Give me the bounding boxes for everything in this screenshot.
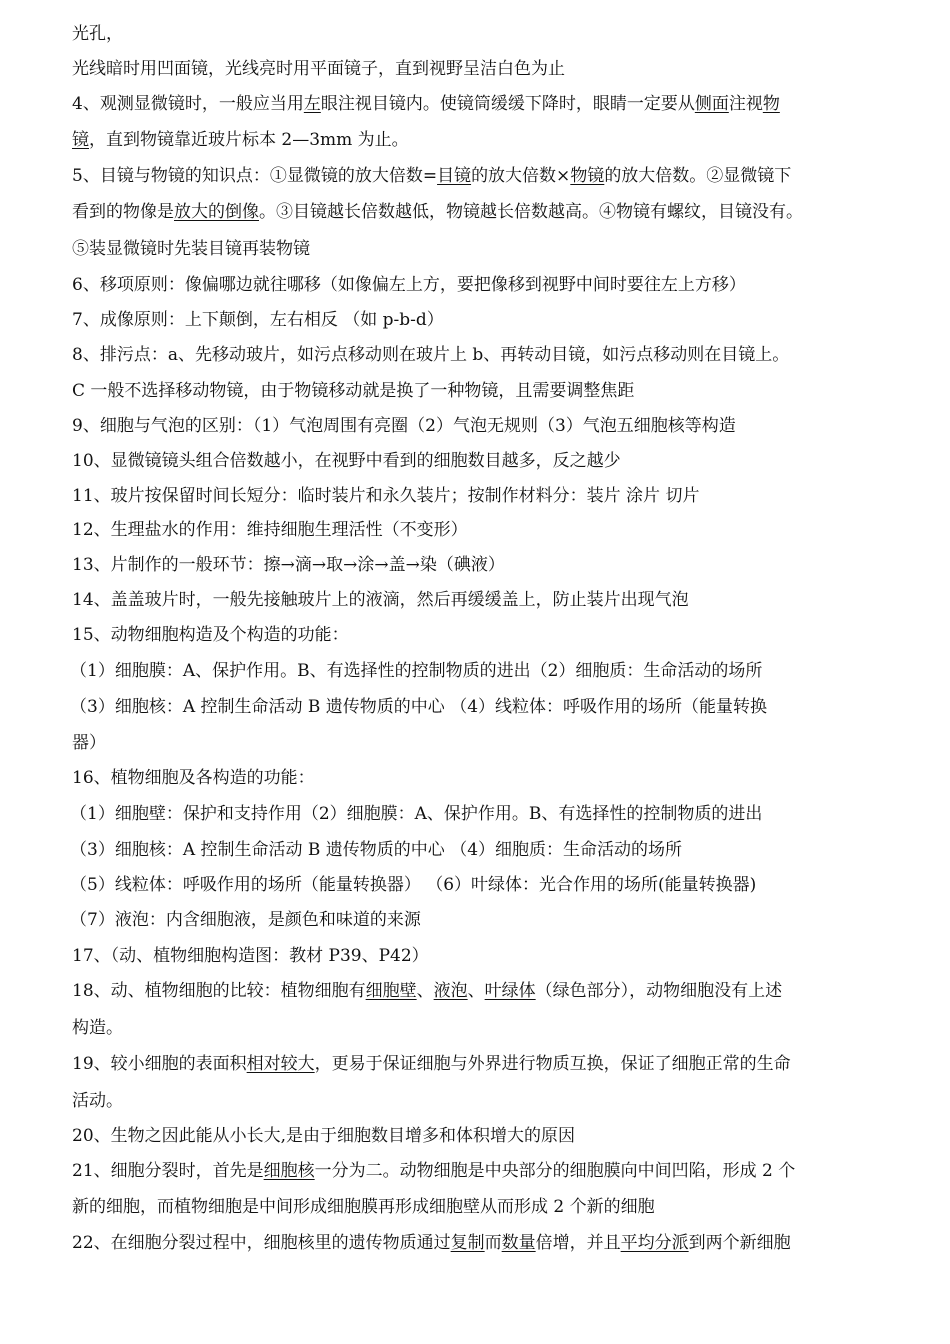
text-line: C 一般不选择移动物镜，由于物镜移动就是换了一种物镜，且需要调整焦距: [72, 381, 635, 401]
text-line: 构造。: [72, 1018, 123, 1038]
text-line: 8、排污点：a、先移动玻片，如污点移动则在玻片上 b、再转动目镜，如污点移动则在目镜上。: [72, 345, 790, 365]
text-line: 活动。: [72, 1091, 123, 1111]
text-line: 19、较小细胞的表面积相对较大，更易于保证细胞与外界进行物质互换，保证了细胞正常的生命: [72, 1054, 791, 1074]
text-line: 看到的物像是放大的倒像。③目镜越长倍数越低，物镜越长倍数越高。④物镜有螺纹，目镜没有。: [72, 202, 803, 222]
text-line: （5）线粒体：呼吸作用的场所（能量转换器） （6）叶绿体：光合作用的场所(能量转换器): [70, 875, 757, 895]
text-line: 光线暗时用凹面镜，光线亮时用平面镜子，直到视野呈洁白色为止: [72, 59, 565, 79]
text-line: 5、目镜与物镜的知识点：①显微镜的放大倍数=目镜的放大倍数×物镜的放大倍数。②显微镜下: [72, 166, 792, 186]
text-line: 13、片制作的一般环节：擦→滴→取→涂→盖→染（碘液）: [72, 555, 505, 575]
text-line: 10、显微镜镜头组合倍数越小，在视野中看到的细胞数目越多，反之越少: [72, 451, 621, 471]
text-line: （7）液泡：内含细胞液，是颜色和味道的来源: [70, 910, 421, 930]
text-line: 17、（动、植物细胞构造图：教材 P39、P42）: [72, 946, 429, 966]
text-line: 新的细胞，而植物细胞是中间形成细胞膜再形成细胞壁从而形成 2 个新的细胞: [72, 1197, 655, 1217]
text-line: （3）细胞核：A 控制生命活动 B 遗传物质的中心 （4）细胞质：生命活动的场所: [70, 840, 683, 860]
text-line: 6、移项原则：像偏哪边就往哪移（如像偏左上方，要把像移到视野中间时要往左上方移）: [72, 275, 746, 295]
text-line: （1）细胞膜：A、保护作用。B、有选择性的控制物质的进出（2）细胞质：生命活动的场所: [70, 661, 763, 681]
text-line: （1）细胞壁：保护和支持作用（2）细胞膜：A、保护作用。B、有选择性的控制物质的进出: [70, 804, 763, 824]
text-line: （3）细胞核：A 控制生命活动 B 遗传物质的中心 （4）线粒体：呼吸作用的场所（能量转换: [70, 697, 768, 717]
text-line: ⑤装显微镜时先装目镜再装物镜: [72, 239, 310, 259]
text-line: 11、玻片按保留时间长短分：临时装片和永久装片；按制作材料分：装片 涂片 切片: [72, 486, 700, 506]
text-line: 22、在细胞分裂过程中，细胞核里的遗传物质通过复制而数量倍增，并且平均分派到两个新细胞: [72, 1233, 791, 1253]
text-line: 14、盖盖玻片时，一般先接触玻片上的液滴，然后再缓缓盖上，防止装片出现气泡: [72, 590, 689, 610]
text-line: 15、动物细胞构造及个构造的功能：: [72, 625, 349, 645]
text-line: 镜，直到物镜靠近玻片标本 2—3mm 为止。: [72, 130, 409, 150]
text-line: 12、生理盐水的作用：维持细胞生理活性（不变形）: [72, 520, 468, 540]
text-line: 9、细胞与气泡的区别：（1）气泡周围有亮圈（2）气泡无规则（3）气泡五细胞核等构造: [72, 416, 736, 436]
text-line: 18、动、植物细胞的比较：植物细胞有细胞壁、液泡、叶绿体（绿色部分），动物细胞没有上述: [72, 981, 783, 1001]
text-line: 21、细胞分裂时，首先是细胞核一分为二。动物细胞是中央部分的细胞膜向中间凹陷，形成 2 个: [72, 1161, 796, 1181]
text-line: 4、观测显微镜时，一般应当用左眼注视目镜内。使镜筒缓缓下降时，眼睛一定要从侧面注视物: [72, 94, 780, 114]
text-line: 20、生物之因此能从小长大,是由于细胞数目增多和体积增大的原因: [72, 1126, 576, 1146]
text-line: 光孔，: [72, 24, 123, 44]
text-line: 器）: [72, 733, 106, 753]
text-line: 16、植物细胞及各构造的功能：: [72, 768, 315, 788]
text-line: 7、成像原则：上下颠倒，左右相反 （如 p-b-d）: [72, 310, 444, 330]
